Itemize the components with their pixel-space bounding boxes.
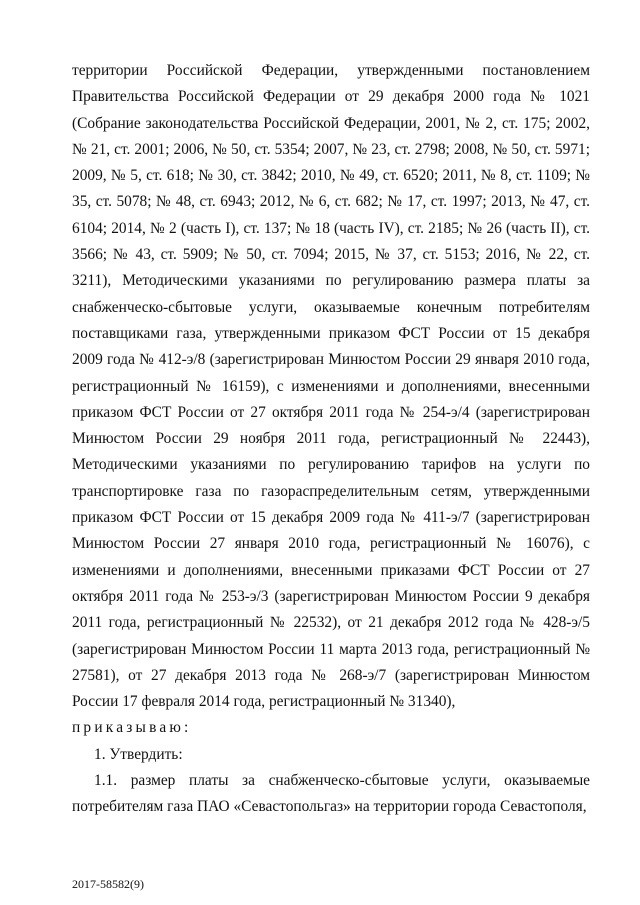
preamble-paragraph: территории Российской Федерации, утвержденными постановлением Правительства Российской Федерации от 29 декабря 2000 года № 1021 (Собрание законодательства Российской Федерации, 2001, № 2, ст. 175; 2002, № 21, ст. 2001; 2006, № 50, ст. 5354; 2007, № 23, ст. 2798; 2008, № 50, ст. 5971; 2009, № 5, ст. 618; № 30, ст. 3842; 2010, № 49, ст. 6520; 2011, № 8, ст. 1109; № 35, ст. 5078; № 48, ст. 6943; 2012, № 6, ст. 682; № 17, ст. 1997; 2013, № 47, ст. 6104; 2014, № 2 (часть I), ст. 137; № 18 (часть IV), ст. 2185; № 26 (часть II), ст. 3566; № 43, ст. 5909; № 50, ст. 7094; 2015, № 37, ст. 5153; 2016, № 22, ст. 3211), Методическими указаниями по регулированию размера платы за снабженческо-сбытовые услуги, оказываемые конечным потребителям поставщиками газа, утвержденными приказом ФСТ России от 15 декабря 2009 года № 412-э/8 (зарегистрирован Минюстом России 29 января 2010 года, регистрационный № 16159), с изменениями и дополнениями, внесенными приказом ФСТ России от 27 октября 2011 года № 254-э/4 (зарегистрирован Минюстом России 29 ноября 2011 года, регистрационный № 22443), Методическими указаниями по регулированию тарифов на услуги по транспортировке газа по газораспределительным сетям, утвержденными приказом ФСТ России от 15 декабря 2009 года № 411-э/7 (зарегистрирован Минюстом России 27 января 2010 года, регистрационный № 16076), с изменениями и дополнениями, внесенными приказами ФСТ России от 27 октября 2011 года № 253-э/3 (зарегистрирован Минюстом России 9 декабря 2011 года, регистрационный № 22532), от 21 декабря 2012 года № 428-э/5 (зарегистрирован Минюстом России 11 марта 2013 года, регистрационный № 27581), от 27 декабря 2013 года № 268-э/7 (зарегистрирован Минюстом России 17 февраля 2014 года, регистрационный № 31340),: [72, 62, 590, 711]
order-word: приказываю:: [72, 719, 192, 737]
item-1: 1. Утвердить:: [94, 745, 183, 763]
item-1-1: 1.1. размер платы за снабженческо-сбытовые услуги, оказываемые потребителям газа ПАО «Севастопольгаз» на территории города Севастополя,: [72, 772, 590, 816]
document-page: [72, 58, 590, 821]
footer-document-code: 2017-58582(9): [72, 877, 144, 891]
